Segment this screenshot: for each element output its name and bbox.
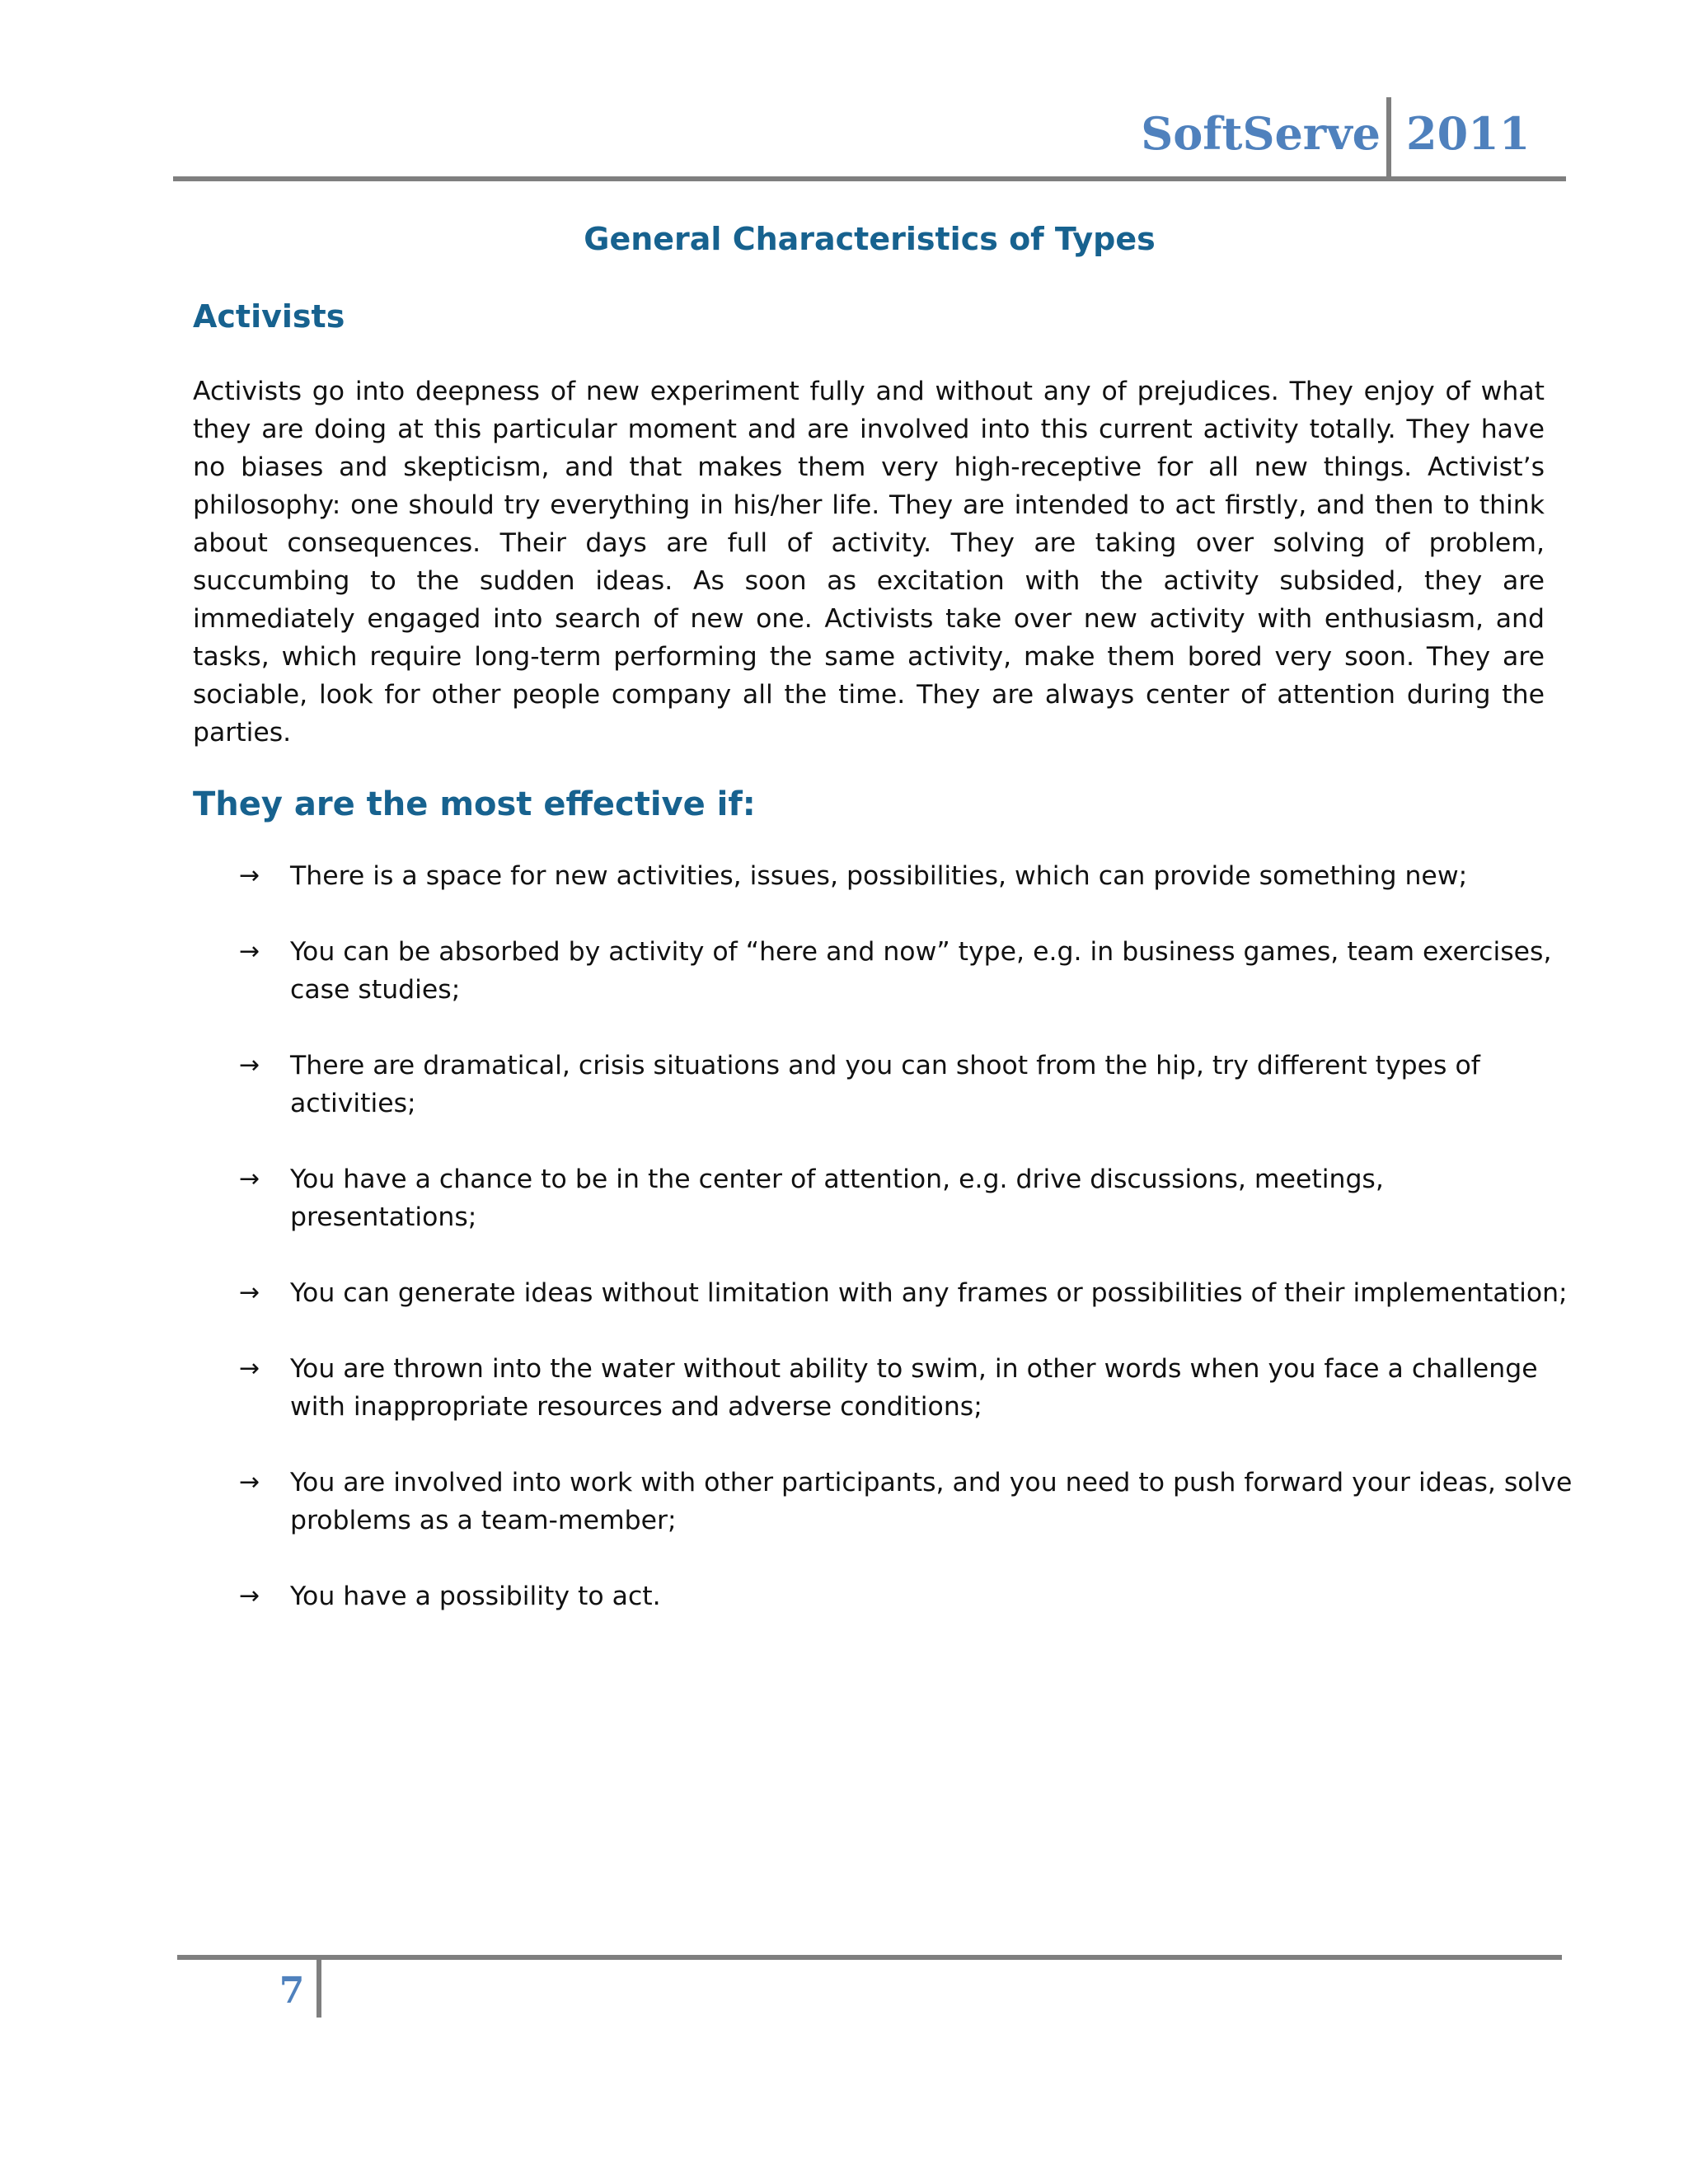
section-title: Activists [193, 298, 345, 335]
page-header [173, 97, 1566, 181]
list-item-text: There is a space for new activities, issues, possibilities, which can provide something new; [290, 861, 1468, 891]
arrow-right-icon: → [239, 1582, 260, 1610]
list-item-text: You have a chance to be in the center of attention, e.g. drive discussions, meetings, presentations; [290, 1165, 1384, 1232]
footer-divider [316, 1960, 321, 2018]
page-title: General Characteristics of Types [584, 221, 1156, 257]
list-item-text: You are involved into work with other participants, and you need to push forward your ideas, solve problems as a team-member; [290, 1468, 1573, 1535]
arrow-right-icon: → [239, 1278, 260, 1307]
footer-rule [177, 1955, 1562, 1960]
arrow-right-icon: → [239, 1468, 260, 1497]
arrow-right-icon: → [239, 1165, 260, 1193]
header-company-name: SoftServe [1141, 107, 1381, 160]
arrow-right-icon: → [239, 1051, 260, 1080]
arrow-right-icon: → [239, 1354, 260, 1383]
list-item [239, 857, 1574, 895]
list-item [239, 1464, 1574, 1540]
section-paragraph: Activists go into deepness of new experiment fully and without any of prejudices. They enjoy of what they are doing at this particular moment and are involved into this current activity totally. They have no biases and skepticism, and that makes them very high-receptive for all new things. Activist’s philosophy: one should try everything in his/her life. They are intended to act firstly, and then to think about consequences. Their days are full of activity. They are taking over solving of problem, succumbing to the sudden ideas. As soon as excitation with the activity subsided, they are immediately engaged into search of new one. Activists take over new activity with enthusiasm, and tasks, which require long-term performing the same activity, make them bored very soon. They are sociable, look for other people company all the time. They are always center of attention during the parties. [193, 377, 1545, 748]
list-item-text: You are thrown into the water without ability to swim, in other words when you face a challenge with inappropriate resources and adverse conditions; [290, 1354, 1538, 1422]
list-item-text: You can be absorbed by activity of “here and now” type, e.g. in business games, team exercises, case studies; [290, 937, 1552, 1005]
effective-heading: They are the most effective if: [193, 785, 756, 823]
list-item-text: You have a possibility to act. [290, 1582, 661, 1611]
header-rule [173, 176, 1566, 181]
header-divider [1386, 97, 1391, 176]
arrow-right-icon: → [239, 937, 260, 966]
list-item-text: You can generate ideas without limitation with any frames or possibilities of their implementation; [290, 1278, 1568, 1308]
header-year: 2011 [1406, 107, 1531, 160]
list-item [239, 1047, 1574, 1122]
arrow-right-icon: → [239, 861, 260, 890]
list-item [239, 1160, 1574, 1236]
list-item [239, 1350, 1574, 1426]
list-item [239, 1577, 1574, 1615]
list-item-text: There are dramatical, crisis situations and you can shoot from the hip, try different types of activities; [290, 1051, 1480, 1118]
list-item [239, 1274, 1574, 1312]
list-item [239, 933, 1574, 1009]
page-number: 7 [279, 1970, 305, 2012]
effective-list [239, 857, 1574, 1653]
